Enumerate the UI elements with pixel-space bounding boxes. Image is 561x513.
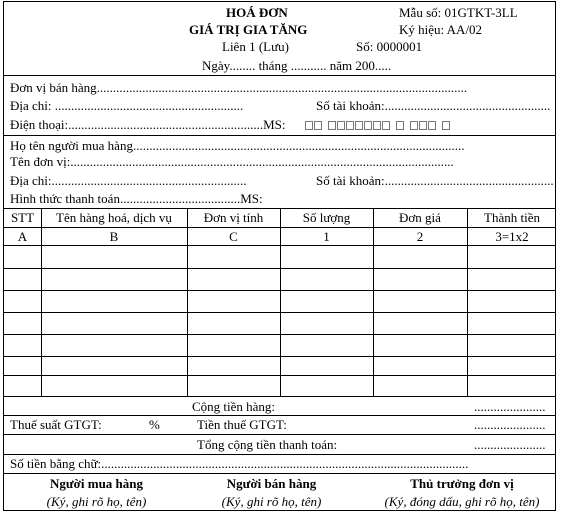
subtotal-label: Cộng tiền hàng: — [192, 399, 276, 414]
divider — [4, 454, 555, 455]
grand-total-field[interactable]: ...................... — [474, 437, 546, 452]
signature-note-seller: (Ký, ghi rõ họ, tên) — [221, 494, 322, 509]
subtotal-value-field[interactable]: ...................... — [474, 399, 546, 414]
invoice-title: HOÁ ĐƠN — [226, 5, 288, 20]
divider — [4, 415, 555, 416]
column-header-unit: Đơn vị tính — [203, 210, 264, 225]
signature-title-seller: Người bán hàng — [226, 476, 317, 491]
seller-address-field[interactable]: Địa chỉ: .......................................................... — [10, 98, 244, 113]
column-header-stt: STT — [10, 210, 35, 225]
seller-account-field[interactable]: Số tài khoản:................................................... — [316, 98, 551, 113]
date-line: Ngày........ tháng ........... năm 200..... — [202, 58, 392, 73]
column-code: 3=1x2 — [495, 229, 529, 244]
signature-title-director: Thủ trưởng đơn vị — [410, 476, 514, 491]
seller-phone-field[interactable]: Điện thoại:............................................................MS: — [10, 117, 286, 132]
form-number: Mẫu số: 01GTKT-3LL — [399, 5, 518, 20]
vat-rate-label: Thuế suất GTGT: — [10, 417, 102, 432]
table-bottom-border — [4, 396, 555, 397]
vat-amount-label: Tiền thuế GTGT: — [197, 417, 287, 432]
vat-amount-field[interactable]: ...................... — [474, 417, 546, 432]
amount-in-words-field[interactable]: Số tiền bằng chữ:................................................................................................................. — [10, 456, 469, 471]
signature-note-buyer: (Ký, ghi rõ họ, tên) — [46, 494, 147, 509]
buyer-unit-field[interactable]: Tên đơn vị:...................................................................................................................... — [10, 154, 454, 169]
invoice-subtitle: GIÁ TRỊ GIA TĂNG — [189, 22, 308, 37]
invoice-form — [3, 1, 556, 511]
divider — [4, 135, 555, 136]
grand-total-label: Tổng cộng tiền thanh toán: — [197, 437, 338, 452]
column-header-price: Đơn giá — [399, 210, 441, 225]
invoice-serial: Số: 0000001 — [356, 39, 423, 54]
payment-method-field[interactable]: Hình thức thanh toán.....................................MS: — [10, 191, 263, 206]
percent-sign: % — [149, 417, 160, 432]
seller-unit-field[interactable]: Đơn vị bán hàng.................................................................................................................. — [10, 80, 468, 95]
tax-code-boxes[interactable] — [305, 117, 451, 132]
column-code: C — [229, 229, 238, 244]
column-header-item: Tên hàng hoá, dịch vụ — [56, 210, 172, 225]
divider — [4, 75, 555, 76]
buyer-account-field[interactable]: Số tài khoản:.................................................... — [316, 173, 554, 188]
column-code: B — [109, 229, 119, 244]
signature-title-buyer: Người mua hàng — [49, 476, 144, 491]
invoice-symbol: Ký hiệu: AA/02 — [399, 22, 483, 37]
divider — [4, 434, 555, 435]
column-code: 1 — [323, 229, 330, 244]
column-code: 2 — [416, 229, 424, 244]
copy-label: Liên 1 (Lưu) — [222, 39, 289, 54]
column-code: A — [17, 229, 28, 244]
column-header-quantity: Số lượng — [302, 210, 351, 225]
buyer-name-field[interactable]: Họ tên người mua hàng...................................................................................................... — [10, 138, 465, 153]
signature-note-director: (Ký, đóng dấu, ghi rõ họ, tên) — [384, 494, 540, 509]
buyer-address-field[interactable]: Địa chỉ:............................................................ — [10, 173, 247, 188]
column-header-amount: Thành tiền — [484, 210, 540, 225]
divider — [4, 473, 555, 474]
